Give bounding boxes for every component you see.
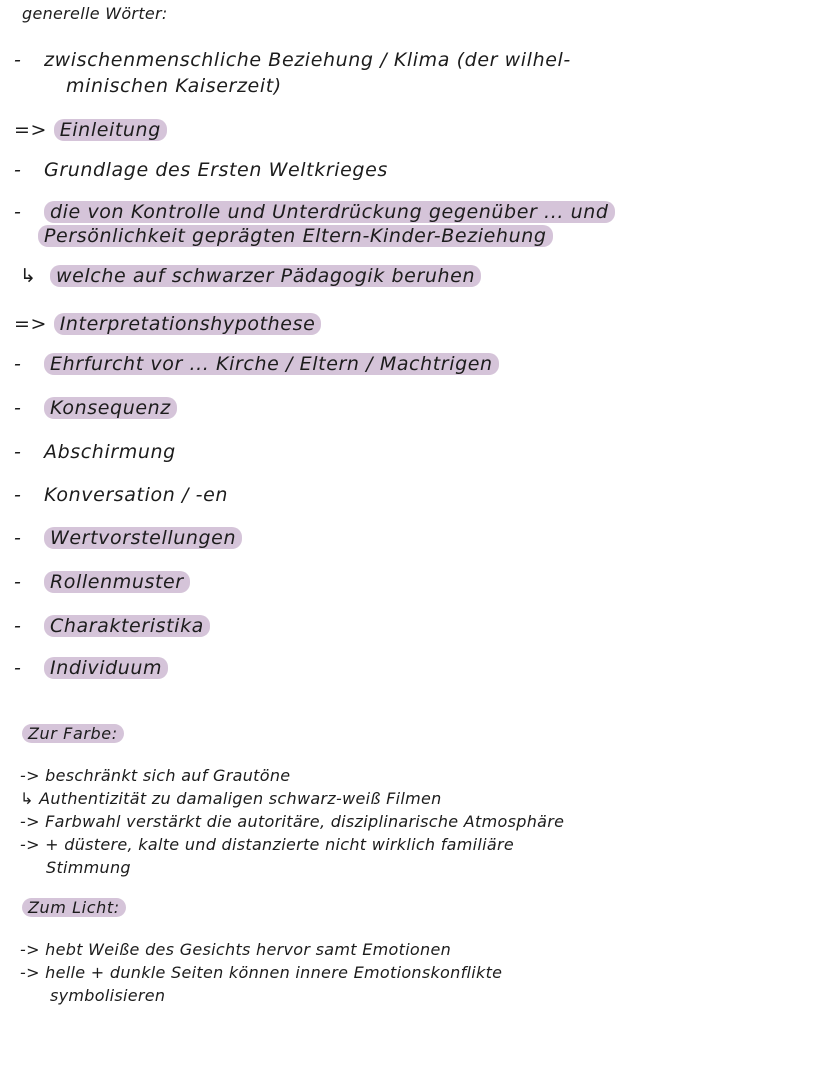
bullet-dash: - (14, 615, 22, 637)
arrow-icon: => (14, 313, 48, 335)
return-arrow-icon: ↳ (20, 265, 37, 287)
item-text: zwischenmenschliche Beziehung / Klima (der wilhel- (44, 49, 571, 71)
bullet-dash: - (14, 657, 22, 679)
section-einleitung (14, 118, 167, 142)
farbe-line: ↳ Authentizität zu damaligen schwarz-weiß Filmen (20, 789, 442, 808)
list-item (14, 158, 388, 182)
highlighted-text: die von Kontrolle und Unterdrückung gegenüber ... und (44, 201, 615, 223)
licht-heading (22, 896, 126, 920)
licht-line-continuation: symbolisieren (50, 986, 166, 1005)
bullet-dash: - (14, 484, 22, 506)
bullet-dash: - (14, 527, 22, 549)
section-interpretation (14, 312, 321, 336)
highlighted-text: Charakteristika (44, 615, 210, 637)
notes-header: generelle Wörter: (22, 4, 168, 23)
highlighted-text: Konsequenz (44, 397, 177, 419)
item-continuation (38, 224, 553, 248)
item-text: Grundlage des Ersten Weltkrieges (44, 159, 388, 181)
farbe-line-continuation: Stimmung (46, 858, 131, 877)
licht-line: -> helle + dunkle Seiten können innere Emotionskonflikte (20, 963, 503, 982)
highlighted-text: Zum Licht: (22, 898, 126, 917)
highlighted-text: Interpretationshypothese (54, 313, 322, 335)
list-item (14, 200, 615, 224)
bullet-dash: - (14, 201, 22, 223)
list-item (14, 570, 190, 594)
list-item (14, 526, 242, 550)
item-text: Abschirmung (44, 441, 176, 463)
list-item (14, 614, 210, 638)
list-item (14, 440, 176, 464)
highlighted-text: Ehrfurcht vor ... Kirche / Eltern / Machtrigen (44, 353, 499, 375)
bullet-dash: - (14, 353, 22, 375)
list-item (20, 264, 481, 288)
list-item (14, 483, 228, 507)
bullet-dash: - (14, 397, 22, 419)
highlighted-text: Persönlichkeit geprägten Eltern-Kinder-Beziehung (38, 225, 553, 247)
item-text: Konversation / -en (44, 484, 228, 506)
bullet-dash: - (14, 49, 22, 71)
bullet-dash: - (14, 571, 22, 593)
farbe-heading (22, 722, 124, 746)
list-item (14, 396, 177, 420)
item-continuation: minischen Kaiserzeit) (66, 75, 282, 97)
highlighted-text: Individuum (44, 657, 168, 679)
list-item (14, 656, 168, 680)
arrow-icon: => (14, 119, 48, 141)
farbe-line: -> beschränkt sich auf Grautöne (20, 766, 291, 785)
highlighted-text: Zur Farbe: (22, 724, 124, 743)
highlighted-text: Einleitung (54, 119, 167, 141)
highlighted-text: Rollenmuster (44, 571, 190, 593)
licht-line: -> hebt Weiße des Gesichts hervor samt Emotionen (20, 940, 452, 959)
highlighted-text: Wertvorstellungen (44, 527, 242, 549)
farbe-line: -> Farbwahl verstärkt die autoritäre, disziplinarische Atmosphäre (20, 812, 565, 831)
bullet-dash: - (14, 441, 22, 463)
farbe-line: -> + düstere, kalte und distanzierte nicht wirklich familiäre (20, 835, 515, 854)
list-item (14, 48, 571, 72)
list-item (14, 352, 499, 376)
bullet-dash: - (14, 159, 22, 181)
highlighted-text: welche auf schwarzer Pädagogik beruhen (50, 265, 481, 287)
